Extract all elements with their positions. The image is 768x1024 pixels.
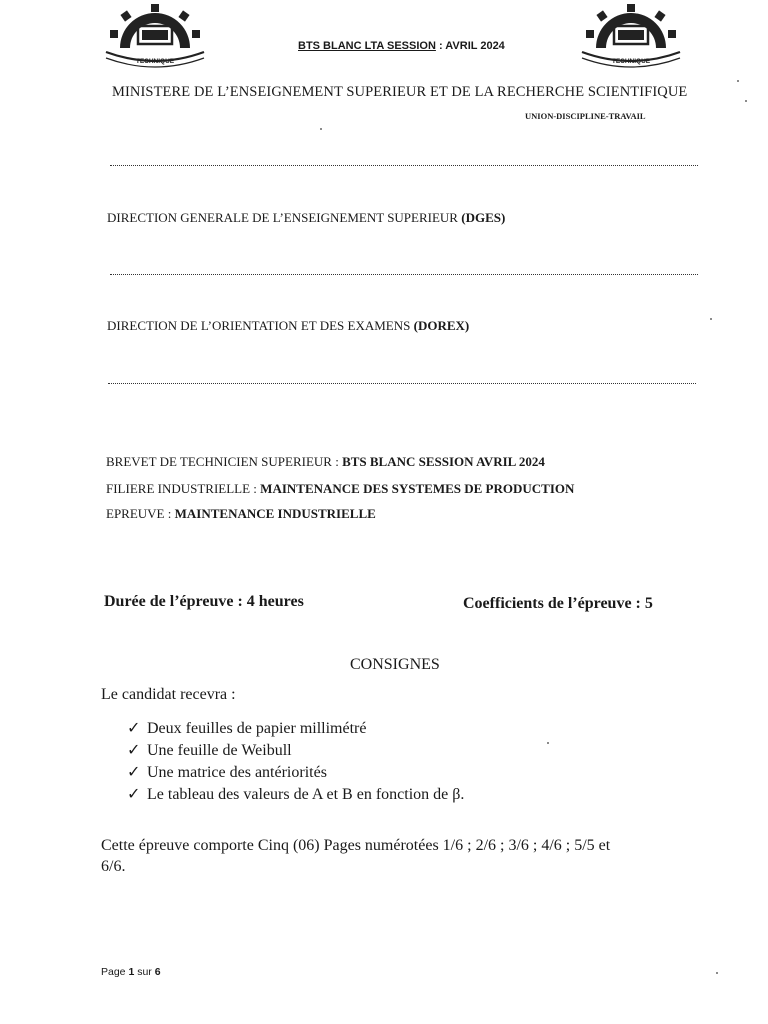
diploma-value: BTS BLANC SESSION AVRIL 2024	[342, 454, 545, 469]
footer-prefix: Page	[101, 966, 129, 978]
ministry-name: MINISTERE DE L’ENSEIGNEMENT SUPERIEUR ET DE LA RECHERCHE SCIENTIFIQUE	[112, 84, 688, 100]
direction-dorex-text: DIRECTION DE L’ORIENTATION ET DES EXAMENS	[107, 318, 414, 333]
instruction-item	[127, 740, 292, 760]
header-title-prefix: BTS BLANC LTA SESSION	[298, 40, 436, 52]
exam-diploma-line	[106, 454, 545, 470]
dotted-separator-3	[108, 383, 696, 384]
direction-dges-acronym: (DGES)	[461, 210, 506, 225]
scan-speck	[320, 128, 322, 130]
subject-value: MAINTENANCE INDUSTRIELLE	[174, 506, 376, 521]
direction-dorex-acronym: (DOREX)	[413, 318, 470, 333]
footer-total-pages: 6	[154, 966, 161, 978]
school-logo-left	[100, 4, 210, 68]
scan-speck	[737, 80, 739, 82]
dotted-separator-2	[110, 274, 698, 275]
direction-dges-text: DIRECTION GENERALE DE L’ENSEIGNEMENT SUPERIEUR	[107, 210, 462, 225]
instruction-item	[127, 762, 327, 782]
exam-field-line	[106, 481, 574, 497]
instructions-intro: Le candidat recevra :	[101, 686, 236, 703]
scan-speck	[547, 742, 549, 744]
exam-header-title	[298, 40, 505, 52]
instruction-item-text: Une matrice des antériorités	[147, 764, 327, 781]
school-logo-right	[576, 4, 686, 68]
direction-dges	[107, 210, 505, 226]
pages-note-line-1: Cette épreuve comporte Cinq (06) Pages numérotées 1/6 ; 2/6 ; 3/6 ; 4/6 ; 5/5 et	[101, 837, 611, 854]
logo-text-right: TECHNIQUE	[611, 58, 651, 65]
exam-duration: Durée de l’épreuve : 4 heures	[104, 593, 304, 610]
page-number-footer	[101, 966, 161, 978]
logo-text-left: TECHNIQUE	[135, 58, 175, 65]
footer-middle: sur	[134, 966, 155, 978]
checkmark-icon: ✓	[127, 742, 141, 759]
checkmark-icon: ✓	[127, 764, 141, 781]
field-label: FILIERE INDUSTRIELLE :	[106, 481, 261, 496]
checkmark-icon: ✓	[127, 786, 141, 803]
subject-label: EPREUVE :	[106, 506, 175, 521]
exam-subject-line	[106, 506, 376, 522]
field-value: MAINTENANCE DES SYSTEMES DE PRODUCTION	[260, 481, 575, 496]
diploma-label: BREVET DE TECHNICIEN SUPERIEUR :	[106, 454, 343, 469]
scan-speck	[716, 972, 718, 974]
instruction-item-text: Deux feuilles de papier millimétré	[147, 720, 367, 737]
header-title-suffix: : AVRIL 2024	[435, 40, 505, 52]
exam-coefficient: Coefficients de l’épreuve : 5	[463, 595, 653, 612]
footer-current-page: 1	[128, 966, 135, 978]
scan-speck	[710, 318, 712, 320]
instruction-item-text: Une feuille de Weibull	[147, 742, 292, 759]
direction-dorex	[107, 318, 469, 334]
national-motto: UNION-DISCIPLINE-TRAVAIL	[525, 111, 646, 121]
instruction-item-text: Le tableau des valeurs de A et B en fonction de β.	[147, 786, 465, 803]
pages-note-line-2: 6/6.	[101, 858, 126, 875]
instruction-item	[127, 718, 366, 738]
instructions-title: CONSIGNES	[350, 656, 440, 673]
checkmark-icon: ✓	[127, 720, 141, 737]
instruction-item	[127, 784, 464, 804]
scan-speck	[745, 100, 747, 102]
dotted-separator-1	[110, 165, 698, 166]
